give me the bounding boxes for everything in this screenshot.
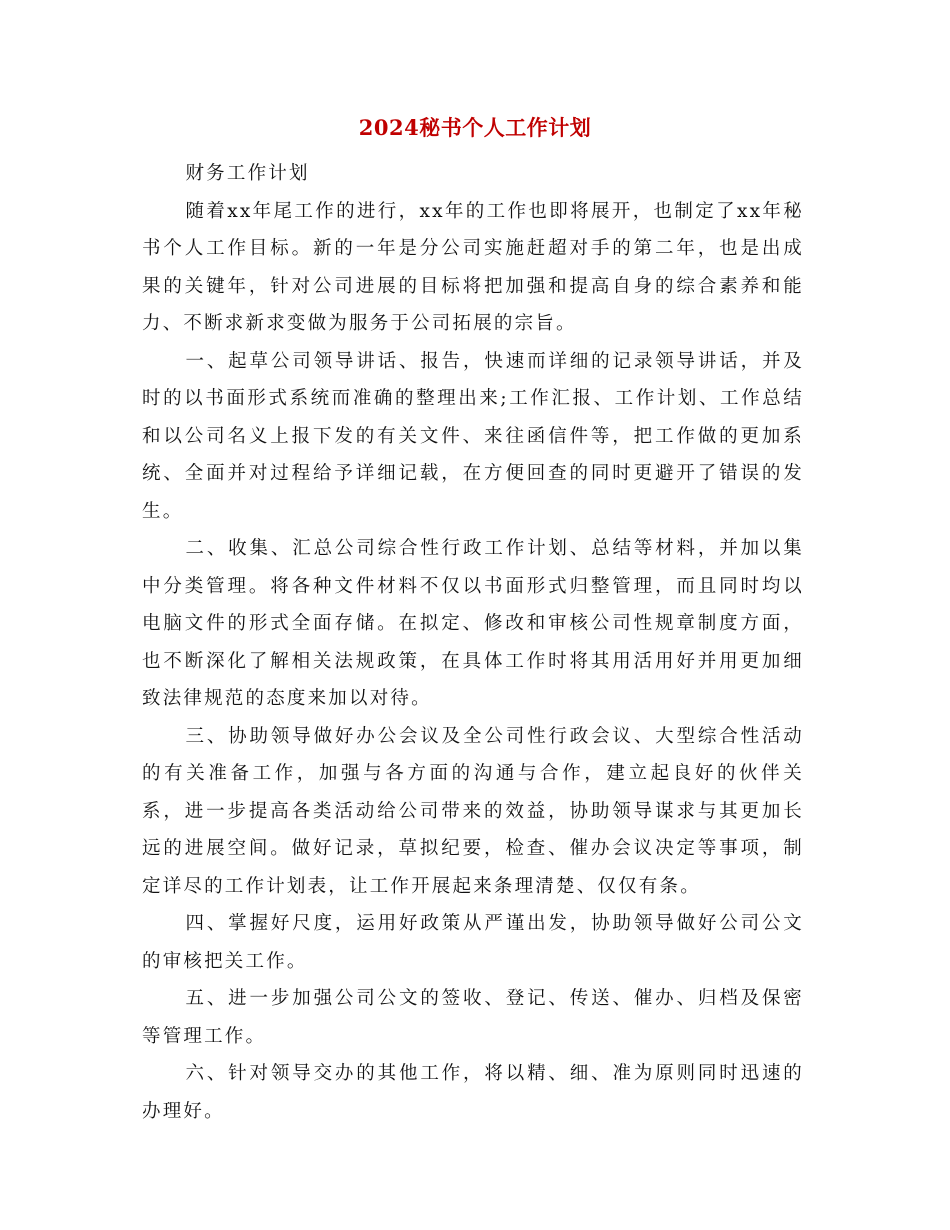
section-heading: 财务工作计划 xyxy=(185,163,310,184)
item-paragraph-5: 五、进一步加强公司公文的签收、登记、传送、催办、归档及保密等管理工作。 xyxy=(142,988,804,1047)
document-body xyxy=(142,155,804,1130)
item-paragraph-2: 二、收集、汇总公司综合性行政工作计划、总结等材料，并加以集中分类管理。将各种文件材料不仅以书面形式归整管理，而且同时均以电脑文件的形式全面存储。在拟定、修改和审核公司性规章制度方面，也不断深化了解相关法规政策，在具体工作时将其用活用好并用更加细致法律规范的态度来加以对待。 xyxy=(142,538,804,709)
item-paragraph-1: 一、起草公司领导讲话、报告，快速而详细的记录领导讲话，并及时的以书面形式系统而准确的整理出来;工作汇报、工作计划、工作总结和以公司名义上报下发的有关文件、来往函信件等，把工作做的更加系统、全面并对过程给予详细记载，在方便回查的同时更避开了错误的发生。 xyxy=(142,350,804,522)
document-title: 2024秘书个人工作计划 xyxy=(358,115,592,140)
item-paragraph-3: 三、协助领导做好办公会议及全公司性行政会议、大型综合性活动的有关准备工作，加强与各方面的沟通与合作，建立起良好的伙伴关系，进一步提高各类活动给公司带来的效益，协助领导谋求与其更加长远的进展空间。做好记录，草拟纪要，检查、催办会议决定等事项，制定详尽的工作计划表，让工作开展起来条理清楚、仅仅有条。 xyxy=(142,725,804,897)
item-paragraph-6: 六、针对领导交办的其他工作，将以精、细、准为原则同时迅速的办理好。 xyxy=(142,1063,804,1122)
item-paragraph-4: 四、掌握好尺度，运用好政策从严谨出发，协助领导做好公司公文的审核把关工作。 xyxy=(142,913,804,972)
intro-paragraph: 随着xx年尾工作的进行，xx年的工作也即将展开，也制定了xx年秘书个人工作目标。新的一年是分公司实施赶超对手的第二年，也是出成果的关键年，针对公司进展的目标将把加强和提高自身的综合素养和能力、不断求新求变做为服务于公司拓展的宗旨。 xyxy=(142,200,804,334)
